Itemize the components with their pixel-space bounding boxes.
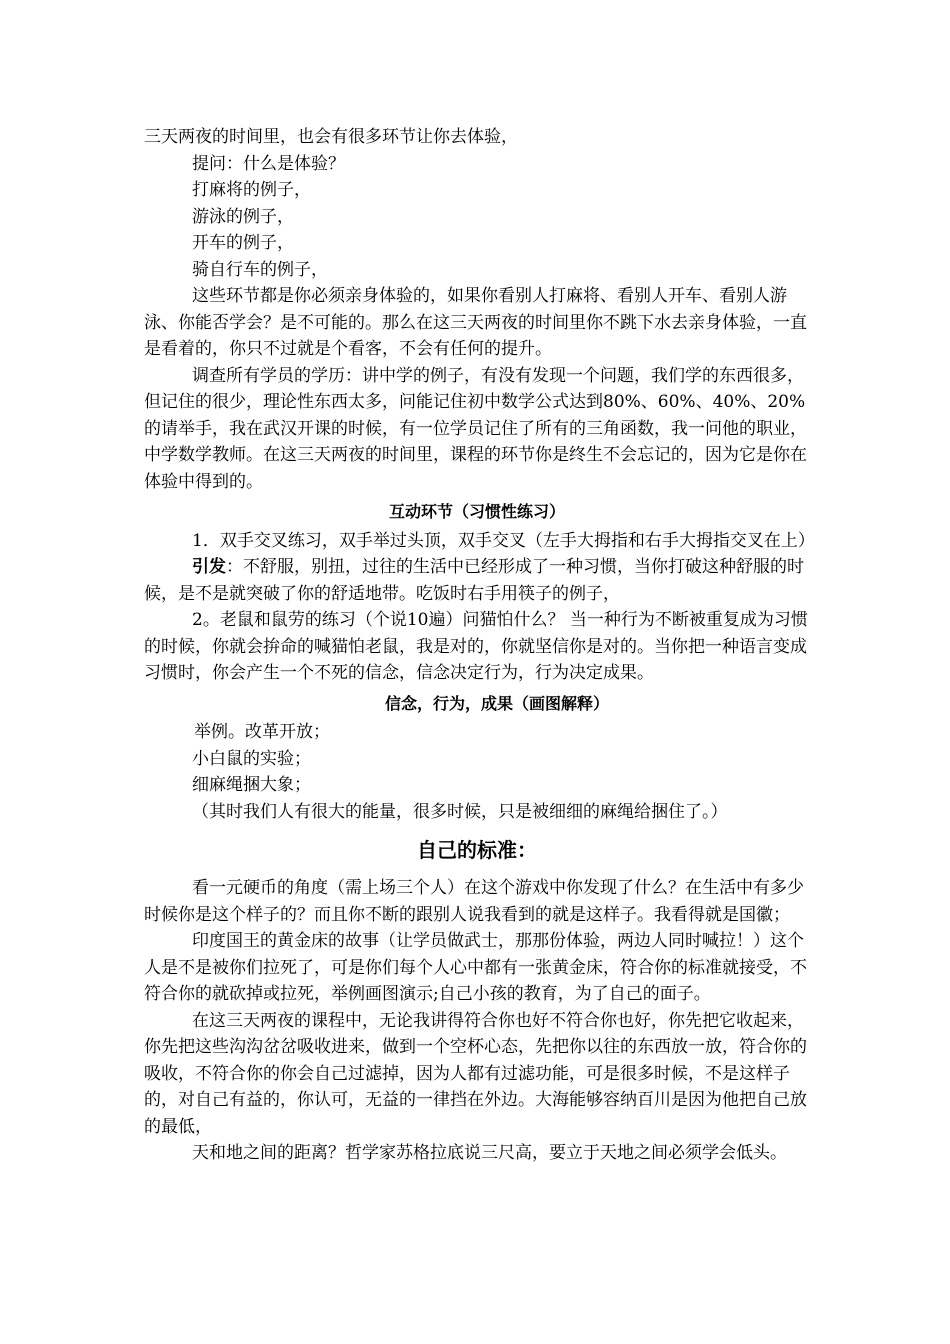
paragraph: 提问：什么是体验？ [192,153,345,174]
paragraph: 三天两夜的时间里，也会有很多环节让你去体验， [144,127,518,147]
section-heading-interaction: 互动环节（习惯性练习） [388,502,565,521]
paragraph: 骑自行车的例子， [192,259,328,280]
paragraph: 看一元硬币的角度（需上场三个人）在这个游戏中你发现了什么？在生活中有多少时候你是这个样子的？而且你不断的跟别人说我看到的就是这样子。我看得就是国徽； [144,878,804,925]
paragraph: 调查所有学员的学历：讲中学的例子，有没有发现一个问题，我们学的东西很多，但记住的很少，理论性东西太多，问能记住初中数学公式达到80%、60%、40%、20%的请举手，我在武汉开课的时候，有一位学员记住了所有的三角函数，我一问他的职业，中学数学教师。在这三天两夜的时间里，课程的环节你是终生不会忘记的，因为它是你在体验中得到的。 [144,365,807,492]
paragraph: 小白鼠的实验； [192,748,311,769]
bold-label: 引发 [192,557,226,577]
paragraph: 1．双手交叉练习，双手举过头顶，双手交叉（左手大拇指和右手大拇指交叉在上） [192,530,815,551]
section-heading-belief: 信念，行为，成果（画图解释） [384,693,609,713]
paragraph-text: ：不舒服，别扭，过往的生活中已经形成了一种习惯，当你打破这种舒服的时候，是不是就突破了你的舒适地带。吃饭时右手用筷子的例子， [144,557,804,604]
paragraph: 打麻将的例子， [192,180,311,200]
paragraph: 举例。改革开放； [194,722,330,742]
section-heading-standard: 自己的标准： [417,838,537,862]
paragraph: （其时我们人有很大的能量，很多时候，只是被细细的麻绳给捆住了。） [192,801,728,822]
paragraph: 天和地之间的距离？哲学家苏格拉底说三尺高，要立于天地之间必须学会低头。 [192,1143,787,1163]
paragraph: 游泳的例子， [192,206,294,227]
paragraph: 这些环节都是你必须亲身体验的，如果你看别人打麻将、看别人开车、看别人游泳、你能否学会？是不可能的。那么在这三天两夜的时间里你不跳下水去亲身体验，一直是看着的，你只不过就是个看客，不会有任何的提升。 [144,286,807,359]
paragraph [144,554,810,607]
paragraph: 在这三天两夜的课程中，无论我讲得符合你也好不符合你也好，你先把它收起来，你先把这些沟沟岔岔吸收进来，做到一个空杯心态，先把你以往的东西放一放，符合你的吸收，不符合你的你会自己过滤掉，因为人都有过滤功能，可是很多时候，不是这样子的，对自己有益的，你认可，无益的一律挡在外边。大海能够容纳百川是因为他把自己放的最低， [144,1010,807,1137]
paragraph: 印度国王的黄金床的故事（让学员做武士，那那份体验，两边人同时喊拉！）这个人是不是被你们拉死了，可是你们每个人心中都有一张黄金床，符合你的标准就接受，不符合你的就砍掉或拉死，举例画图演示;自己小孩的教育，为了自己的面子。 [144,931,807,1004]
paragraph: 细麻绳捆大象； [192,775,311,795]
paragraph: 2。老鼠和鼠劳的练习（个说10遍）问猫怕什么？ 当一种行为不断被重复成为习惯的时候，你就会拚命的喊猫怕老鼠，我是对的，你就坚信你是对的。当你把一种语言变成习惯时，你会产生一个不死的信念，信念决定行为，行为决定成果。 [144,610,808,683]
paragraph: 开车的例子， [192,233,294,253]
